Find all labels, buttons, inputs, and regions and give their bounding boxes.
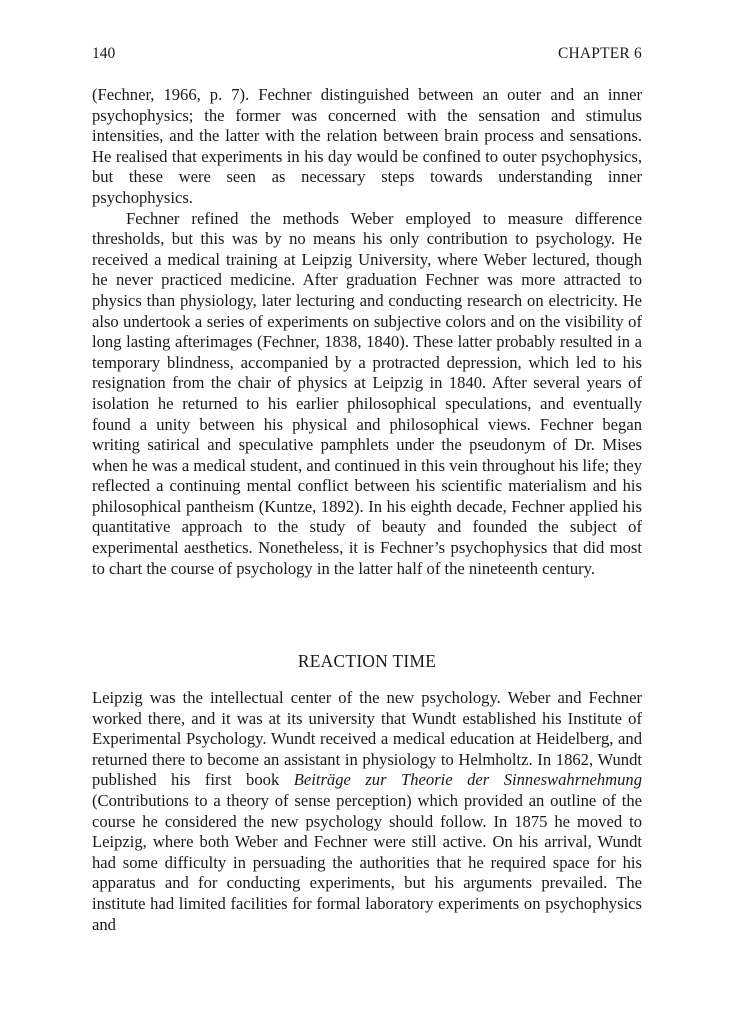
chapter-label: CHAPTER 6 [557, 45, 642, 62]
body-text-upper [92, 85, 642, 579]
section-heading: REACTION TIME [297, 651, 437, 671]
paragraph-leipzig-text-2: (Contributions to a theory of sense perception) which provided an outline of the course he considered the new psychology should follow. In 1875 he moved to Leipzig, where both Weber and Fechner were still active. On his arrival, Wundt had some difficulty in persuading the authorities that he required space for his apparatus and for conducting experiments, but his arguments prevailed. The institute had limited facilities for formal laboratory experiments on psychophysics and [92, 790, 642, 934]
paragraph-leipzig-text-1: Leipzig was the intellectual center of the new psychology. Weber and Fechner worked there, and it was at its university that Wundt established his Institute of Experimental Psychology. Wundt received a medical education at Heidelberg, and returned there to become an assistant in physiology to Helmholtz. In 1862, Wundt published his first book [92, 688, 642, 790]
running-head [92, 44, 642, 64]
body-text-lower [92, 688, 642, 935]
page-number: 140 [92, 45, 116, 62]
book-title: Beiträge zur Theorie der Sinneswahrnehmung [293, 770, 642, 790]
paragraph-leipzig [92, 688, 642, 935]
paragraph-fechner-psychophysics: (Fechner, 1966, p. 7). Fechner distinguished between an outer and an inner psychophysics; the former was concerned with the sensation and stimulus intensities, and the latter with the relation between brain process and sensations. He realised that experiments in his day would be confined to outer psychophysics, but these were seen as necessary steps towards understanding inner psychophysics. [92, 85, 642, 207]
paragraph-fechner-biography: Fechner refined the methods Weber employed to measure difference thresholds, but this was by no means his only contribution to psychology. He received a medical training at Leipzig University, where Weber lectured, though he never practiced medicine. After graduation Fechner was more attracted to physics than physiology, later lecturing and conducting research on electricity. He also undertook a series of experiments on subjective colors and on the visibility of long lasting afterimages (Fechner, 1838, 1840). These latter probably resulted in a temporary blindness, accompanied by a protracted depression, which led to his resignation from the chair of physics at Leipzig in 1840. After several years of isolation he returned to his earlier philosophical speculations, and eventually found a unity between his physical and philosophical views. Fechner began writing satirical and speculative pamphlets under the pseudonym of Dr. Mises when he was a medical student, and continued in this vein throughout his life; they reflected a continuing mental conflict between his scientific materialism and his philosophical pantheism (Kuntze, 1892). In his eighth decade, Fechner applied his quantitative approach to the study of beauty and founded the subject of experimental aesthetics. Nonetheless, it is Fechner’s psychophysics that did most to chart the course of psychology in the latter half of the nineteenth century. [92, 208, 642, 578]
book-page [92, 0, 642, 1024]
